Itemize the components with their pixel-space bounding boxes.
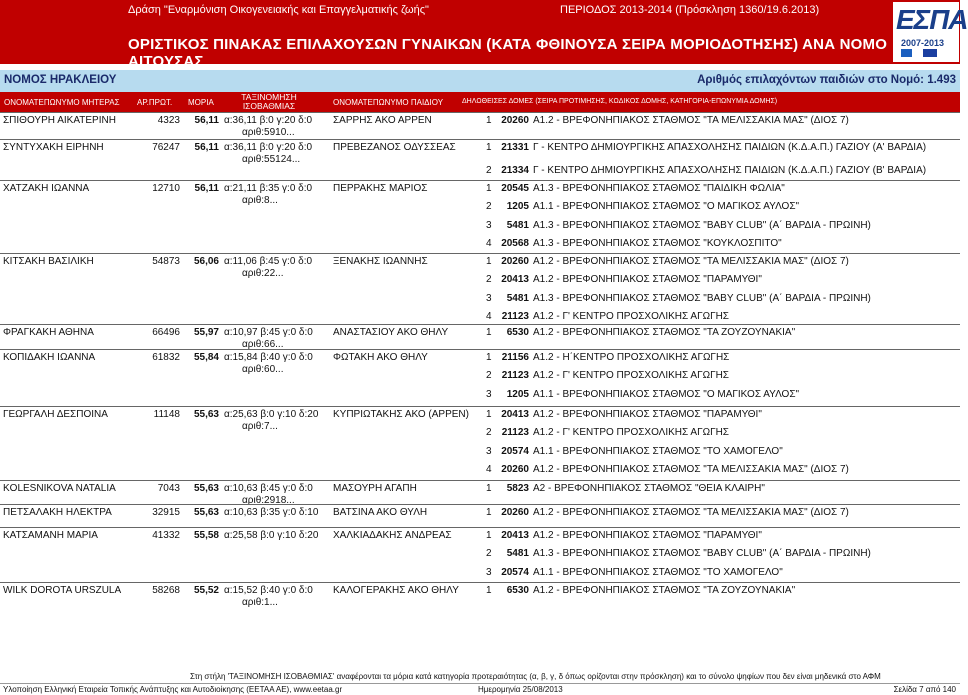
- structure-pref: 4: [486, 463, 492, 475]
- row-separator: [0, 504, 960, 505]
- espa-logo-years: 2007-2013: [901, 38, 945, 48]
- footer-note: Στη στήλη 'ΤΑΞΙΝΟΜΗΣΗ ΙΣΟΒΑΘΜΙΑΣ' αναφέρονται τα μόρια κατά κατηγορία προτεραιότητας (α, β, γ, δ όπως ορίζονται στην πρόσκληση) και το σύνολο ψηφίων που δεν είναι μηδενικά στο ΑΦΜ: [190, 672, 881, 681]
- points-value: 55,52: [193, 585, 219, 596]
- row-separator: [0, 349, 960, 350]
- child-name: ΚΥΠΡΙΩΤΑΚΗΣ ΑΚΟ (ΑΡΡΕΝ): [333, 409, 469, 420]
- structure-name: Γ - ΚΕΝΤΡΟ ΔΗΜΙΟΥΡΓΙΚΗΣ ΑΠΑΣΧΟΛΗΣΗΣ ΠΑΙΔΙΩΝ (Κ.Δ.Α.Π.) ΓΑΖΙΟΥ (Β' ΒΑΡΔΙΑ): [533, 165, 927, 177]
- eu-flag-icon: [923, 49, 937, 57]
- ranking-tiebreak: αριθ:8...: [242, 195, 278, 206]
- child-name: ΣΑΡΡΗΣ ΑΚΟ ΑΡΡΕΝ: [333, 115, 432, 126]
- structure-code: 20260: [501, 115, 529, 126]
- ranking-breakdown: α:36,11 β:0 γ:20 δ:0: [224, 142, 313, 153]
- structure-code: 5823: [506, 483, 529, 494]
- footer-date: Ημερομηνία 25/08/2013: [478, 685, 563, 694]
- protocol-number: 54873: [152, 256, 180, 267]
- structure-pref: 1: [486, 585, 492, 596]
- points-value: 55,63: [193, 507, 219, 518]
- mother-name: ΦΡΑΓΚΑΚΗ ΑΘΗΝΑ: [3, 327, 94, 338]
- points-value: 55,63: [193, 483, 219, 494]
- footer-org: Υλοποίηση Ελληνική Εταιρεία Τοπικής Ανάπτυξης και Αυτοδιοίκησης (ΕΕΤΑΑ ΑΕ), www.eetaa.gr: [3, 685, 343, 694]
- structure-name: Α1.3 - ΒΡΕΦΟΝΗΠΙΑΚΟΣ ΣΤΑΘΜΟΣ "BABY CLUB" (Α΄ ΒΑΡΔΙΑ - ΠΡΩΙΝΗ): [533, 548, 871, 560]
- structure-code: 21123: [501, 310, 529, 322]
- structure-pref: 1: [486, 507, 492, 518]
- ranking-breakdown: α:10,63 β:35 γ:0 δ:10: [224, 507, 319, 518]
- ranking-tiebreak: αριθ:55124...: [242, 154, 301, 165]
- mother-name: ΠΕΤΣΑΛΑΚΗ ΗΛΕΚΤΡΑ: [3, 507, 112, 518]
- structure-pref: 2: [486, 274, 492, 286]
- structure-code: 21334: [501, 165, 529, 177]
- structure-name: Α1.2 - ΒΡΕΦΟΝΗΠΙΑΚΟΣ ΣΤΑΘΜΟΣ "ΤΑ ΖΟΥΖΟΥΝΑΚΙΑ": [533, 327, 796, 338]
- structure-name: Γ - ΚΕΝΤΡΟ ΔΗΜΙΟΥΡΓΙΚΗΣ ΑΠΑΣΧΟΛΗΣΗΣ ΠΑΙΔΙΩΝ (Κ.Δ.Α.Π.) ΓΑΖΙΟΥ (Α' ΒΑΡΔΙΑ): [533, 142, 927, 153]
- structure-name: Α1.1 - ΒΡΕΦΟΝΗΠΙΑΚΟΣ ΣΤΑΘΜΟΣ "Ο ΜΑΓΙΚΟΣ ΑΥΛΟΣ": [533, 388, 800, 400]
- structure-pref: 2: [486, 427, 492, 439]
- ranking-breakdown: α:25,63 β:0 γ:10 δ:20: [224, 409, 319, 420]
- region-bar: [0, 70, 960, 92]
- row-separator: [0, 112, 960, 113]
- child-name: ΜΑΣΟΥΡΗ ΑΓΑΠΗ: [333, 483, 417, 494]
- row-separator: [0, 253, 960, 254]
- structure-name: Α1.2 - Γ' ΚΕΝΤΡΟ ΠΡΟΣΧΟΛΙΚΗΣ ΑΓΩΓΗΣ: [533, 310, 729, 322]
- ranking-breakdown: α:36,11 β:0 γ:20 δ:0: [224, 115, 313, 126]
- child-name: ΧΑΛΚΙΑΔΑΚΗΣ ΑΝΔΡΕΑΣ: [333, 530, 452, 541]
- page-title: ΟΡΙΣΤΙΚΟΣ ΠΙΝΑΚΑΣ ΕΠΙΛΑΧΟΥΣΩΝ ΓΥΝΑΙΚΩΝ (ΚΑΤΑ ΦΘΙΝΟΥΣΑ ΣΕΙΡΑ ΜΟΡΙΟΔΟΤΗΣΗΣ) ΑΝΑ ΝΟΜΟ ΑΙΤΟΥΣΑΣ: [128, 36, 888, 70]
- points-value: 56,11: [194, 142, 219, 153]
- ranking-breakdown: α:10,63 β:45 γ:0 δ:0: [224, 483, 313, 494]
- col-structures: ΔΗΛΩΘΕΙΣΕΣ ΔΟΜΕΣ (ΣΕΙΡΑ ΠΡΟΤΙΜΗΣΗΣ, ΚΩΔΙΚΟΣ ΔΟΜΗΣ, ΚΑΤΗΓΟΡΙΑ-ΕΠΩΝΥΜΙΑ ΔΟΜΗΣ): [462, 98, 778, 105]
- structure-code: 20413: [501, 274, 529, 286]
- structure-pref: 1: [486, 352, 492, 363]
- mother-name: ΣΠΙΘΟΥΡΗ ΑΙΚΑΤΕΡΙΝΗ: [3, 115, 116, 126]
- col-points: ΜΟΡΙΑ: [188, 98, 214, 107]
- structure-code: 20413: [501, 530, 529, 541]
- structure-code: 20260: [501, 507, 529, 518]
- structure-name: Α1.3 - ΒΡΕΦΟΝΗΠΙΑΚΟΣ ΣΤΑΘΜΟΣ "ΚΟΥΚΛΟΣΠΙΤΟ": [533, 237, 782, 249]
- footer-page: Σελίδα 7 από 140: [893, 685, 956, 694]
- structure-pref: 1: [486, 256, 492, 267]
- structure-name: Α1.2 - ΒΡΕΦΟΝΗΠΙΑΚΟΣ ΣΤΑΘΜΟΣ "ΤΑ ΜΕΛΙΣΣΑΚΙΑ ΜΑΣ" (ΔΙΟΣ 7): [533, 463, 849, 475]
- ranking-breakdown: α:21,11 β:35 γ:0 δ:0: [224, 183, 313, 194]
- structure-pref: 3: [486, 445, 492, 457]
- structure-pref: 1: [486, 327, 492, 338]
- mother-name: ΚΑΤΣΑΜΑΝΗ ΜΑΡΙΑ: [3, 530, 98, 541]
- protocol-number: 61832: [152, 352, 180, 363]
- structure-code: 20413: [501, 409, 529, 420]
- column-header-row: [0, 92, 960, 112]
- espa-logo-text: ΕΣΠΑ: [896, 4, 968, 35]
- structure-name: Α1.2 - Η΄ΚΕΝΤΡΟ ΠΡΟΣΧΟΛΙΚΗΣ ΑΓΩΓΗΣ: [533, 352, 730, 363]
- row-separator: [0, 180, 960, 181]
- structure-pref: 2: [486, 548, 492, 560]
- structure-pref: 2: [486, 165, 492, 177]
- child-name: ΞΕΝΑΚΗΣ ΙΩΑΝΝΗΣ: [333, 256, 428, 267]
- child-name: ΠΕΡΡΑΚΗΣ ΜΑΡΙΟΣ: [333, 183, 428, 194]
- row-separator: [0, 139, 960, 140]
- structure-pref: 3: [486, 566, 492, 578]
- structure-code: 20260: [501, 463, 529, 475]
- structure-code: 5481: [506, 292, 529, 304]
- mother-name: ΧΑΤΖΑΚΗ ΙΩΑΝΝΑ: [3, 183, 90, 194]
- structure-pref: 3: [486, 292, 492, 304]
- points-value: 56,11: [194, 183, 219, 194]
- ranking-tiebreak: αριθ:7...: [242, 421, 278, 432]
- structure-code: 5481: [506, 219, 529, 231]
- col-ranking: ΤΑΞΙΝΟΜΗΣΗ ΙΣΟΒΑΘΜΙΑΣ: [241, 92, 297, 111]
- structure-name: Α1.2 - ΒΡΕΦΟΝΗΠΙΑΚΟΣ ΣΤΑΘΜΟΣ "ΠΑΡΑΜΥΘΙ": [533, 274, 762, 286]
- structure-code: 21331: [501, 142, 529, 153]
- ranking-breakdown: α:15,84 β:40 γ:0 δ:0: [224, 352, 313, 363]
- ranking-breakdown: α:15,52 β:40 γ:0 δ:0: [224, 585, 313, 596]
- ranking-breakdown: α:25,58 β:0 γ:10 δ:20: [224, 530, 319, 541]
- structure-code: 20568: [501, 237, 529, 249]
- col-mother: ΟΝΟΜΑΤΕΠΩΝΥΜΟ ΜΗΤΕΡΑΣ: [4, 98, 120, 107]
- child-name: ΑΝΑΣΤΑΣΙΟΥ ΑΚΟ ΘΗΛΥ: [333, 327, 449, 338]
- mother-name: ΚΟΠΙΔΑΚΗ ΙΩΑΝΝΑ: [3, 352, 96, 363]
- structure-name: Α1.2 - ΒΡΕΦΟΝΗΠΙΑΚΟΣ ΣΤΑΘΜΟΣ "ΤΑ ΜΕΛΙΣΣΑΚΙΑ ΜΑΣ" (ΔΙΟΣ 7): [533, 256, 849, 267]
- points-value: 55,84: [193, 352, 219, 363]
- structure-pref: 2: [486, 370, 492, 382]
- program-period: ΠΕΡΙΟΔΟΣ 2013-2014 (Πρόσκληση 1360/19.6.2013): [560, 4, 820, 16]
- child-name: ΠΡΕΒΕΖΑΝΟΣ ΟΔΥΣΣΕΑΣ: [333, 142, 456, 153]
- mother-name: ΣΥΝΤΥΧΑΚΗ ΕΙΡΗΝΗ: [3, 142, 104, 153]
- structure-pref: 3: [486, 388, 492, 400]
- structure-code: 20260: [501, 256, 529, 267]
- protocol-number: 32915: [152, 507, 180, 518]
- structure-name: Α1.2 - ΒΡΕΦΟΝΗΠΙΑΚΟΣ ΣΤΑΘΜΟΣ "ΤΑ ΜΕΛΙΣΣΑΚΙΑ ΜΑΣ" (ΔΙΟΣ 7): [533, 507, 849, 518]
- structure-code: 5481: [506, 548, 529, 560]
- child-name: ΚΑΛΟΓΕΡΑΚΗΣ ΑΚΟ ΘΗΛΥ: [333, 585, 459, 596]
- structure-pref: 1: [486, 483, 492, 494]
- structure-name: Α2 - ΒΡΕΦΟΝΗΠΙΑΚΟΣ ΣΤΑΘΜΟΣ "ΘΕΙΑ ΚΛΑΙΡΗ": [533, 483, 765, 494]
- structure-name: Α1.2 - ΒΡΕΦΟΝΗΠΙΑΚΟΣ ΣΤΑΘΜΟΣ "ΠΑΡΑΜΥΘΙ": [533, 530, 762, 541]
- row-separator: [0, 527, 960, 528]
- structure-code: 20574: [501, 445, 529, 457]
- child-name: ΦΩΤΑΚΗ ΑΚΟ ΘΗΛΥ: [333, 352, 428, 363]
- structure-code: 6530: [506, 327, 529, 338]
- ranking-tiebreak: αριθ:1...: [242, 597, 278, 608]
- row-separator: [0, 406, 960, 407]
- region-name: ΝΟΜΟΣ ΗΡΑΚΛΕΙΟΥ: [4, 74, 117, 86]
- structure-name: Α1.2 - ΒΡΕΦΟΝΗΠΙΑΚΟΣ ΣΤΑΘΜΟΣ "ΠΑΡΑΜΥΘΙ": [533, 409, 762, 420]
- points-value: 55,97: [193, 327, 219, 338]
- structure-name: Α1.3 - ΒΡΕΦΟΝΗΠΙΑΚΟΣ ΣΤΑΘΜΟΣ "ΠΑΙΔΙΚΗ ΦΩΛΙΑ": [533, 183, 785, 194]
- protocol-number: 41332: [152, 530, 180, 541]
- points-value: 55,63: [193, 409, 219, 420]
- structure-name: Α1.2 - Γ' ΚΕΝΤΡΟ ΠΡΟΣΧΟΛΙΚΗΣ ΑΓΩΓΗΣ: [533, 427, 729, 439]
- protocol-number: 11148: [153, 409, 180, 420]
- col-child: ΟΝΟΜΑΤΕΠΩΝΥΜΟ ΠΑΙΔΙΟΥ: [333, 98, 444, 107]
- structure-pref: 4: [486, 310, 492, 322]
- structure-name: Α1.2 - ΒΡΕΦΟΝΗΠΙΑΚΟΣ ΣΤΑΘΜΟΣ "ΤΑ ΜΕΛΙΣΣΑΚΙΑ ΜΑΣ" (ΔΙΟΣ 7): [533, 115, 849, 126]
- ranking-tiebreak: αριθ:22...: [242, 268, 284, 279]
- structure-pref: 4: [486, 237, 492, 249]
- structure-name: Α1.1 - ΒΡΕΦΟΝΗΠΙΑΚΟΣ ΣΤΑΘΜΟΣ "Ο ΜΑΓΙΚΟΣ ΑΥΛΟΣ": [533, 201, 800, 213]
- row-separator: [0, 480, 960, 481]
- structure-code: 20574: [501, 566, 529, 578]
- structure-pref: 3: [486, 219, 492, 231]
- structure-name: Α1.2 - Γ' ΚΕΝΤΡΟ ΠΡΟΣΧΟΛΙΚΗΣ ΑΓΩΓΗΣ: [533, 370, 729, 382]
- structure-code: 6530: [506, 585, 529, 596]
- mother-name: WILK DOROTA URSZULA: [3, 585, 122, 596]
- mother-name: KOLESNIKOVA NATALIA: [3, 483, 116, 494]
- child-name: ΒΑΤΣΙΝΑ ΑΚΟ ΘΥΛΗ: [333, 507, 428, 518]
- ranking-tiebreak: αριθ:66...: [242, 339, 284, 350]
- row-separator: [0, 582, 960, 583]
- structure-name: Α1.3 - ΒΡΕΦΟΝΗΠΙΑΚΟΣ ΣΤΑΘΜΟΣ "BABY CLUB" (Α΄ ΒΑΡΔΙΑ - ΠΡΩΙΝΗ): [533, 219, 871, 231]
- protocol-number: 76247: [152, 142, 180, 153]
- page-header: [0, 0, 968, 70]
- structure-pref: 1: [486, 142, 492, 153]
- structure-pref: 1: [486, 409, 492, 420]
- ranking-breakdown: α:10,97 β:45 γ:0 δ:0: [224, 327, 313, 338]
- ranking-tiebreak: αριθ:2918...: [242, 495, 295, 506]
- greek-flag-icon: [901, 49, 912, 57]
- structure-code: 20545: [501, 183, 529, 194]
- structure-code: 21123: [501, 370, 529, 382]
- protocol-number: 4323: [157, 115, 180, 126]
- ranking-breakdown: α:11,06 β:45 γ:0 δ:0: [224, 256, 313, 267]
- points-value: 56,11: [194, 115, 219, 126]
- points-value: 56,06: [193, 256, 219, 267]
- footer-divider: [0, 683, 960, 684]
- structure-name: Α1.3 - ΒΡΕΦΟΝΗΠΙΑΚΟΣ ΣΤΑΘΜΟΣ "BABY CLUB" (Α΄ ΒΑΡΔΙΑ - ΠΡΩΙΝΗ): [533, 292, 871, 304]
- ranking-tiebreak: αριθ:60...: [242, 364, 284, 375]
- program-name: Δράση "Εναρμόνιση Οικογενειακής και Επαγγελματικής ζωής": [128, 4, 429, 16]
- protocol-number: 66496: [152, 327, 180, 338]
- structure-code: 1205: [506, 388, 529, 400]
- ranking-tiebreak: αριθ:5910...: [242, 127, 295, 138]
- espa-logo: [893, 2, 968, 62]
- protocol-number: 12710: [152, 183, 180, 194]
- row-separator: [0, 324, 960, 325]
- mother-name: ΓΕΩΡΓΑΛΗ ΔΕΣΠΟΙΝΑ: [3, 409, 108, 420]
- points-value: 55,58: [193, 530, 219, 541]
- col-protocol: ΑΡ.ΠΡΩΤ.: [137, 98, 173, 107]
- protocol-number: 58268: [152, 585, 180, 596]
- structure-name: Α1.1 - ΒΡΕΦΟΝΗΠΙΑΚΟΣ ΣΤΑΘΜΟΣ "ΤΟ ΧΑΜΟΓΕΛΟ": [533, 566, 783, 578]
- structure-pref: 1: [486, 115, 492, 126]
- structure-code: 21156: [501, 352, 529, 363]
- structure-pref: 1: [486, 530, 492, 541]
- structure-pref: 2: [486, 201, 492, 213]
- structure-name: Α1.1 - ΒΡΕΦΟΝΗΠΙΑΚΟΣ ΣΤΑΘΜΟΣ "ΤΟ ΧΑΜΟΓΕΛΟ": [533, 445, 783, 457]
- protocol-number: 7043: [157, 483, 180, 494]
- structure-name: Α1.2 - ΒΡΕΦΟΝΗΠΙΑΚΟΣ ΣΤΑΘΜΟΣ "ΤΑ ΖΟΥΖΟΥΝΑΚΙΑ": [533, 585, 796, 596]
- structure-code: 21123: [501, 427, 529, 439]
- structure-pref: 1: [486, 183, 492, 194]
- structure-code: 1205: [506, 201, 529, 213]
- region-count: Αριθμός επιλαχόντων παιδιών στο Νομό: 1.493: [697, 74, 956, 86]
- mother-name: ΚΙΤΣΑΚΗ ΒΑΣΙΛΙΚΗ: [3, 256, 94, 267]
